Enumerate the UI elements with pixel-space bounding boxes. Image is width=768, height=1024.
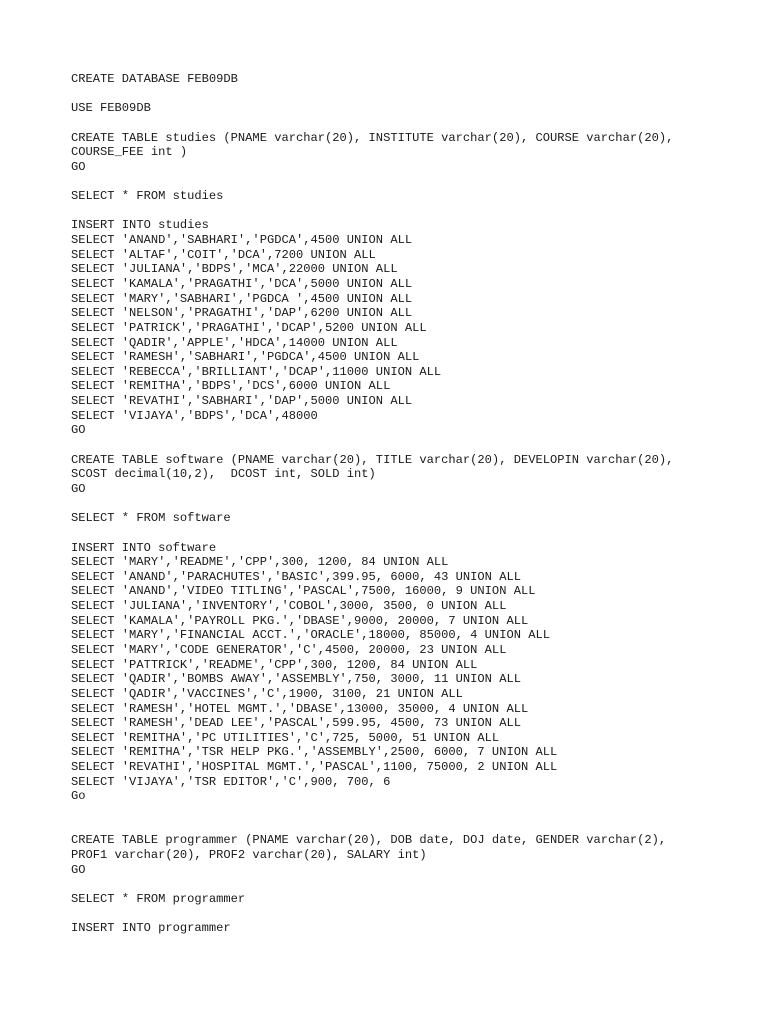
code-line: SELECT 'KAMALA','PRAGATHI','DCA',5000 UNION ALL [71,276,413,291]
code-line: SELECT 'REMITHA','BDPS','DCS',6000 UNION ALL [71,379,391,394]
code-line: INSERT INTO studies [71,218,209,233]
code-line: COURSE_FEE int ) [71,145,188,160]
code-line: SELECT 'ANAND','PARACHUTES','BASIC',399.95, 6000, 43 UNION ALL [71,569,521,584]
code-line: INSERT INTO software [71,540,217,555]
blank-line [71,819,751,834]
code-line: SELECT 'RAMESH','HOTEL MGMT.','DBASE',13000, 35000, 4 UNION ALL [71,701,529,716]
code-line: SCOST decimal(10,2), DCOST int, SOLD int) [71,467,376,482]
blank-line [71,116,751,131]
blank-line [71,174,751,189]
code-line: SELECT 'VIJAYA','TSR EDITOR','C',900, 700, 6 [71,774,391,789]
code-line: SELECT 'QADIR','APPLE','HDCA',14000 UNION ALL [71,335,398,350]
blank-line [71,804,751,819]
code-line: SELECT 'PATRICK','PRAGATHI','DCAP',5200 UNION ALL [71,320,427,335]
code-line: SELECT 'PATTRICK','README','CPP',300, 1200, 84 UNION ALL [71,657,478,672]
code-line: SELECT 'REMITHA','TSR HELP PKG.','ASSEMBLY',2500, 6000, 7 UNION ALL [71,745,558,760]
code-line: CREATE TABLE programmer (PNAME varchar(20), DOB date, DOJ date, GENDER varchar(2), [71,833,667,848]
code-line: SELECT 'ANAND','VIDEO TITLING','PASCAL',7500, 16000, 9 UNION ALL [71,584,536,599]
code-line: SELECT 'REBECCA','BRILLIANT','DCAP',11000 UNION ALL [71,364,442,379]
code-line: SELECT * FROM programmer [71,891,246,906]
code-line: SELECT 'QADIR','BOMBS AWAY','ASSEMBLY',750, 3000, 11 UNION ALL [71,672,521,687]
blank-line [71,438,751,453]
blank-line [71,877,751,892]
code-line: INSERT INTO programmer [71,921,231,936]
code-line: SELECT 'KAMALA','PAYROLL PKG.','DBASE',9000, 20000, 7 UNION ALL [71,613,529,628]
blank-line [71,497,751,512]
code-line: GO [71,862,86,877]
code-line: SELECT 'RAMESH','DEAD LEE','PASCAL',599.95, 4500, 73 UNION ALL [71,716,521,731]
code-line: SELECT 'REVATHI','SABHARI','DAP',5000 UNION ALL [71,394,413,409]
blank-line [71,526,751,541]
code-line: SELECT 'MARY','SABHARI','PGDCA ',4500 UNION ALL [71,291,413,306]
code-line: USE FEB09DB [71,101,151,116]
code-line: SELECT 'JULIANA','INVENTORY','COBOL',3000, 3500, 0 UNION ALL [71,599,507,614]
code-line: SELECT 'MARY','CODE GENERATOR','C',4500, 20000, 23 UNION ALL [71,642,507,657]
code-line: SELECT 'ALTAF','COIT','DCA',7200 UNION ALL [71,247,376,262]
code-line: SELECT 'REVATHI','HOSPITAL MGMT.','PASCAL',1100, 75000, 2 UNION ALL [71,760,558,775]
code-line: SELECT * FROM studies [71,189,224,204]
code-line: SELECT 'MARY','README','CPP',300, 1200, 84 UNION ALL [71,555,449,570]
code-line: SELECT 'VIJAYA','BDPS','DCA',48000 [71,408,318,423]
code-line: SELECT 'JULIANA','BDPS','MCA',22000 UNION ALL [71,262,398,277]
code-line: SELECT 'ANAND','SABHARI','PGDCA',4500 UNION ALL [71,233,413,248]
blank-line [71,87,751,102]
blank-line [71,907,751,922]
code-line: GO [71,159,86,174]
code-line: CREATE TABLE studies (PNAME varchar(20), INSTITUTE varchar(20), COURSE varchar(20), [71,130,674,145]
sql-script-text [71,72,751,936]
code-line: SELECT 'REMITHA','PC UTILITIES','C',725, 5000, 51 UNION ALL [71,730,500,745]
code-line: SELECT 'NELSON','PRAGATHI','DAP',6200 UNION ALL [71,306,413,321]
code-line: CREATE DATABASE FEB09DB [71,72,238,86]
code-line: PROF1 varchar(20), PROF2 varchar(20), SALARY int) [71,847,427,862]
code-line: SELECT 'RAMESH','SABHARI','PGDCA',4500 UNION ALL [71,350,420,365]
code-line: SELECT 'MARY','FINANCIAL ACCT.','ORACLE',18000, 85000, 4 UNION ALL [71,628,550,643]
code-line: GO [71,481,86,496]
code-line: SELECT * FROM software [71,511,231,526]
blank-line [71,204,751,219]
code-line: GO [71,423,86,438]
code-line: CREATE TABLE software (PNAME varchar(20), TITLE varchar(20), DEVELOPIN varchar(20), [71,452,674,467]
code-line: Go [71,789,86,804]
code-line: SELECT 'QADIR','VACCINES','C',1900, 3100, 21 UNION ALL [71,686,463,701]
